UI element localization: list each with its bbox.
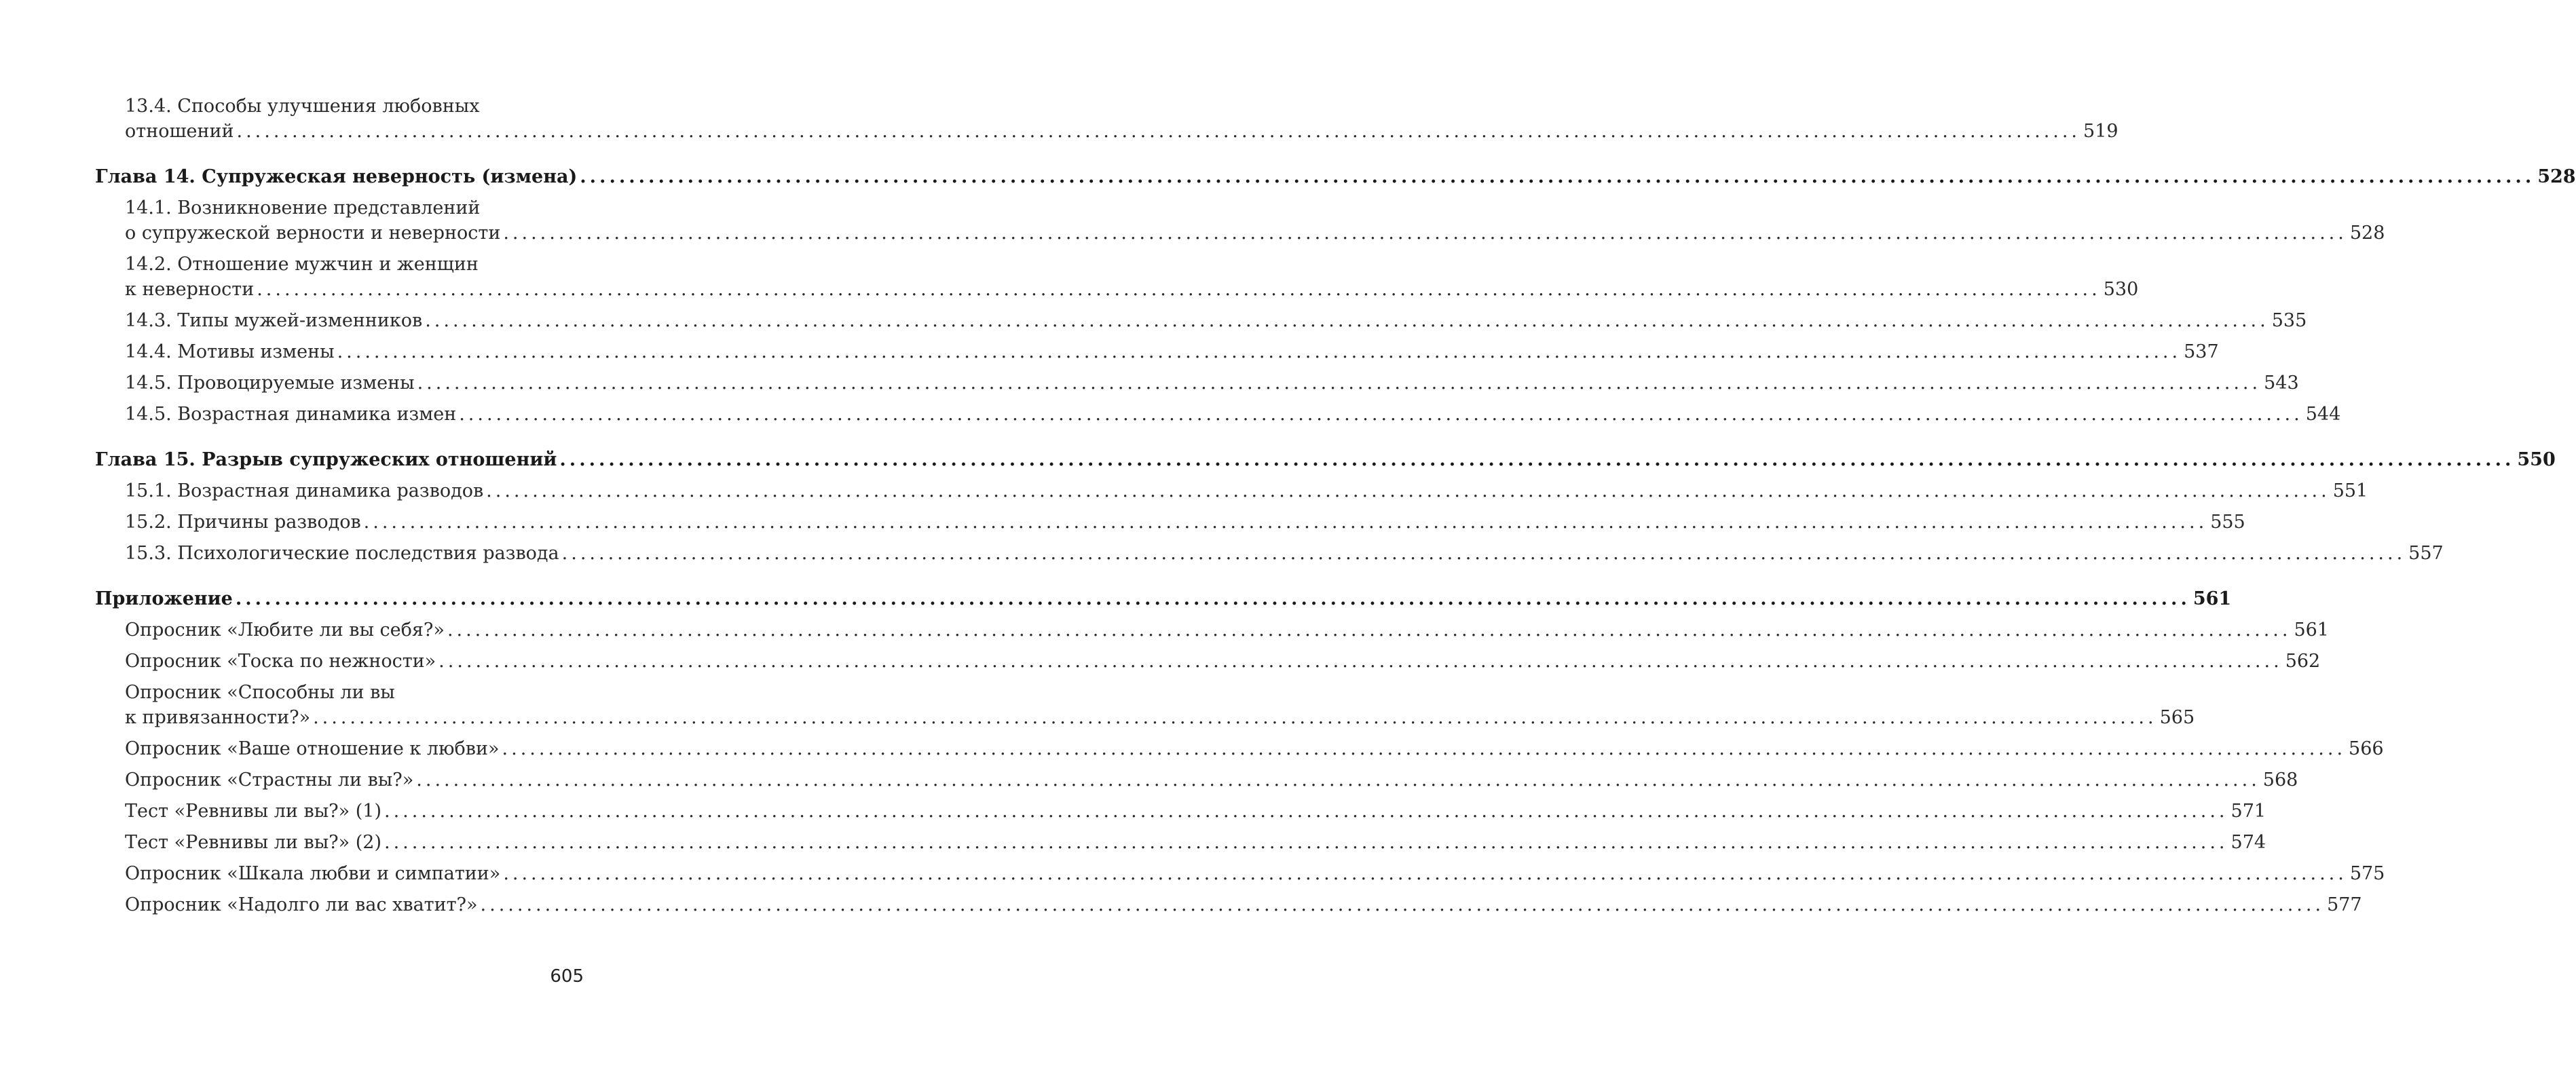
toc-entry-appendix-2 <box>95 649 2321 674</box>
toc-entry-15-3 <box>95 541 2444 566</box>
toc-entry-13-4 <box>95 94 2118 144</box>
dot-leader <box>425 308 2269 333</box>
toc-entry-title: 15.2. Причины разводов <box>125 512 361 533</box>
toc-entry-lead: Опросник «Способны ли вы <box>125 682 395 703</box>
toc-page-number: 571 <box>2230 801 2266 822</box>
toc-entry-14-4 <box>95 339 2219 364</box>
toc-page-number: 575 <box>2349 863 2385 884</box>
toc-chapter-15 <box>95 447 2556 472</box>
dot-leader <box>237 119 2081 144</box>
dot-leader <box>447 617 2292 643</box>
dot-leader <box>459 402 2303 427</box>
toc-entry-title: к привязанности?» <box>125 707 311 728</box>
toc-page-number: 577 <box>2327 894 2362 915</box>
toc-entry-14-5-a <box>95 370 2299 396</box>
toc-entry-title: 14.4. Мотивы измены <box>125 341 335 362</box>
toc-entry-appendix-4 <box>95 736 2384 761</box>
toc-entry-title: Опросник «Тоска по нежности» <box>125 651 436 672</box>
toc-entry-title: к неверности <box>125 279 255 300</box>
dot-leader <box>416 767 2260 793</box>
dot-leader <box>486 478 2330 503</box>
toc-entry-14-5-b <box>95 402 2341 427</box>
toc-chapter-14 <box>95 164 2576 189</box>
toc-entry-title: Опросник «Шкала любви и симпатии» <box>125 863 501 884</box>
page-number: 605 <box>550 966 584 987</box>
dot-leader <box>562 541 2406 566</box>
table-of-contents <box>95 94 2576 917</box>
toc-entry-14-3 <box>95 308 2307 333</box>
dot-leader <box>417 370 2262 396</box>
toc-page-number: 557 <box>2408 543 2444 564</box>
dot-leader <box>313 705 2157 730</box>
toc-page-number: 530 <box>2103 279 2139 300</box>
toc-page-number: 562 <box>2285 651 2321 672</box>
toc-entry-title: Опросник «Любите ли вы себя?» <box>125 620 445 641</box>
toc-entry-title: Тест «Ревнивы ли вы?» (1) <box>125 801 381 822</box>
toc-entry-appendix-7 <box>95 830 2266 855</box>
toc-entry-appendix-5 <box>95 767 2298 793</box>
toc-entry-lead: 14.2. Отношение мужчин и женщин <box>125 254 479 275</box>
toc-page-number: 519 <box>2083 121 2118 142</box>
toc-page-number: 574 <box>2230 832 2266 853</box>
toc-entry-appendix-1 <box>95 617 2329 643</box>
dot-leader <box>503 861 2347 886</box>
dot-leader <box>502 736 2347 761</box>
dot-leader <box>384 799 2228 824</box>
dot-leader <box>503 221 2347 246</box>
toc-chapter-appendix <box>95 586 2232 611</box>
toc-entry-title: о супружеской верности и неверности <box>125 223 501 244</box>
toc-entry-title: Опросник «Ваше отношение к любви» <box>125 738 500 759</box>
dot-leader <box>364 510 2208 535</box>
toc-page-number: 565 <box>2159 707 2195 728</box>
toc-page-number: 528 <box>2537 166 2576 187</box>
toc-entry-title: 15.3. Психологические последствия развода <box>125 543 559 564</box>
toc-chapter-title: Приложение <box>95 588 233 609</box>
toc-page-number: 566 <box>2349 738 2384 759</box>
toc-entry-lead: 14.1. Возникновение представлений <box>125 197 481 218</box>
dot-leader <box>481 892 2325 917</box>
toc-entry-appendix-8 <box>95 861 2385 886</box>
toc-entry-title: Тест «Ревнивы ли вы?» (2) <box>125 832 381 853</box>
toc-page-number: 543 <box>2264 373 2299 394</box>
toc-entry-title: 14.5. Провоцируемые измены <box>125 373 415 394</box>
toc-entry-appendix-9 <box>95 892 2362 917</box>
toc-chapter-title: Глава 15. Разрыв супружеских отношений <box>95 449 557 470</box>
toc-entry-title: 14.3. Типы мужей-изменников <box>125 310 423 331</box>
dot-leader <box>580 164 2535 189</box>
dot-leader <box>438 649 2283 674</box>
toc-page-number: 561 <box>2294 620 2329 641</box>
toc-page-number: 537 <box>2184 341 2219 362</box>
toc-entry-title: Опросник «Надолго ли вас хватит?» <box>125 894 478 915</box>
toc-entry-appendix-3 <box>95 680 2195 730</box>
toc-entry-14-1 <box>95 195 2385 246</box>
dot-leader <box>236 586 2190 611</box>
toc-entry-14-2 <box>95 252 2139 302</box>
toc-entry-15-1 <box>95 478 2368 503</box>
toc-page-number: 544 <box>2305 404 2341 425</box>
toc-page-number: 561 <box>2192 588 2232 609</box>
toc-chapter-title: Глава 14. Супружеская неверность (измена) <box>95 166 578 187</box>
toc-entry-title: отношений <box>125 121 234 142</box>
toc-entry-title: Опросник «Страстны ли вы?» <box>125 769 414 791</box>
toc-entry-15-2 <box>95 510 2245 535</box>
toc-entry-title: 15.1. Возрастная динамика разводов <box>125 480 484 501</box>
toc-page-number: 555 <box>2210 512 2245 533</box>
dot-leader <box>337 339 2182 364</box>
toc-page-number: 550 <box>2517 449 2556 470</box>
toc-page-number: 535 <box>2271 310 2307 331</box>
dot-leader <box>257 277 2101 302</box>
toc-entry-title: 14.5. Возрастная динамика измен <box>125 404 457 425</box>
toc-page-number: 528 <box>2349 223 2385 244</box>
dot-leader <box>384 830 2228 855</box>
toc-page-number: 568 <box>2262 769 2298 791</box>
toc-page-number: 551 <box>2332 480 2368 501</box>
toc-entry-lead: 13.4. Способы улучшения любовных <box>125 96 480 117</box>
dot-leader <box>559 447 2514 472</box>
toc-entry-appendix-6 <box>95 799 2266 824</box>
